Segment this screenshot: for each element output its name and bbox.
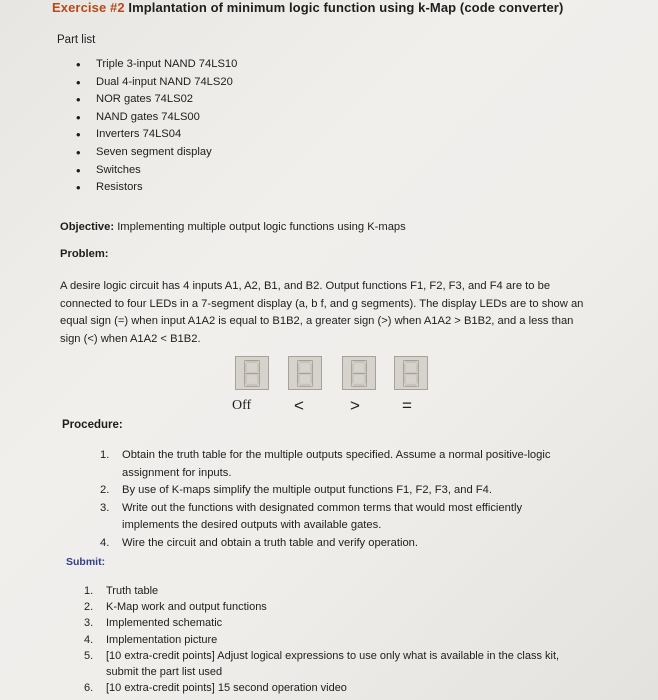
bullet-icon: • (76, 109, 81, 125)
list-item: • NOR gates 74LS02 (76, 92, 194, 108)
exercise-title: Implantation of minimum logic function using k-Map (code converter) (128, 0, 564, 15)
bullet-icon: • (76, 144, 81, 160)
bullet-icon: • (76, 127, 81, 143)
procedure-label: Procedure: (62, 419, 123, 431)
list-item: • Resistors (76, 180, 143, 196)
list-item: 6. [10 extra-credit points] 15 second operation video (84, 682, 347, 695)
submit-items (84, 583, 564, 696)
list-item: • Dual 4-input NAND 74LS20 (76, 74, 233, 90)
bullet-icon: • (76, 180, 81, 196)
list-item: 4. Wire the circuit and obtain a truth table and verify operation. (100, 536, 419, 549)
list-item: • Triple 3-input NAND 74LS10 (76, 57, 238, 72)
seven-segment-displays (232, 356, 432, 390)
bullet-icon: • (76, 74, 81, 90)
list-item: 2. K-Map work and output functions (84, 601, 267, 614)
procedure-steps (100, 447, 570, 552)
list-item: 3. Write out the functions with designated common terms that would most efficiently implements the desired outputs with available gates. (100, 501, 523, 531)
seven-segment-display-equal-icon (394, 356, 428, 390)
list-item: • Switches (76, 162, 141, 178)
display-labels (232, 398, 432, 420)
bullet-icon: • (76, 92, 81, 108)
list-item: 5. [10 extra-credit points] Adjust logical expressions to use only what is available in the class kit, submit the part list used (84, 649, 560, 679)
list-item: 1. Obtain the truth table for the multiple outputs specified. Assume a normal positive-logic assignment for inputs. (100, 449, 551, 479)
bullet-icon: • (76, 162, 81, 178)
problem-text: A desire logic circuit has 4 inputs A1, A2, B1, and B2. Output functions F1, F2, F3, and F4 are to be connected to four LEDs in a 7-segment display (a, b f, and g segments). The display LEDs are to show an equal sign (=) when input A1A2 is equal to B1B2, a greater sign (>) when A1A2 > B1B2, and a less than sign (<) when A1A2 < B1B2. (60, 280, 584, 345)
seven-segment-display-less-than-icon (288, 356, 322, 390)
objective-label: Objective: (60, 221, 115, 233)
list-item: 1. Truth table (84, 585, 159, 597)
display-label-less-than: < (294, 396, 304, 415)
objective (60, 219, 590, 237)
bullet-icon: • (76, 57, 81, 72)
display-label-off: Off (232, 398, 252, 413)
page-title (52, 0, 563, 15)
seven-segment-display-off-icon (235, 356, 269, 390)
list-item: • NAND gates 74LS00 (76, 109, 200, 125)
display-label-equal: = (402, 396, 412, 415)
submit-label: Submit: (66, 556, 106, 568)
list-item: 2. By use of K-maps simplify the multiple output functions F1, F2, F3, and F4. (100, 484, 492, 496)
seven-segment-display-greater-than-icon (342, 356, 376, 390)
list-item: • Inverters 74LS04 (76, 127, 182, 143)
part-list (70, 58, 330, 199)
list-item: 3. Implemented schematic (84, 617, 223, 630)
problem-label: Problem: (60, 248, 109, 260)
exercise-number: Exercise #2 (52, 0, 125, 15)
list-item: 4. Implementation picture (84, 633, 218, 646)
display-label-greater-than: > (350, 396, 360, 415)
list-item: • Seven segment display (76, 144, 212, 160)
part-list-heading: Part list (57, 34, 96, 46)
objective-text: Implementing multiple output logic functions using K-maps (117, 221, 406, 233)
